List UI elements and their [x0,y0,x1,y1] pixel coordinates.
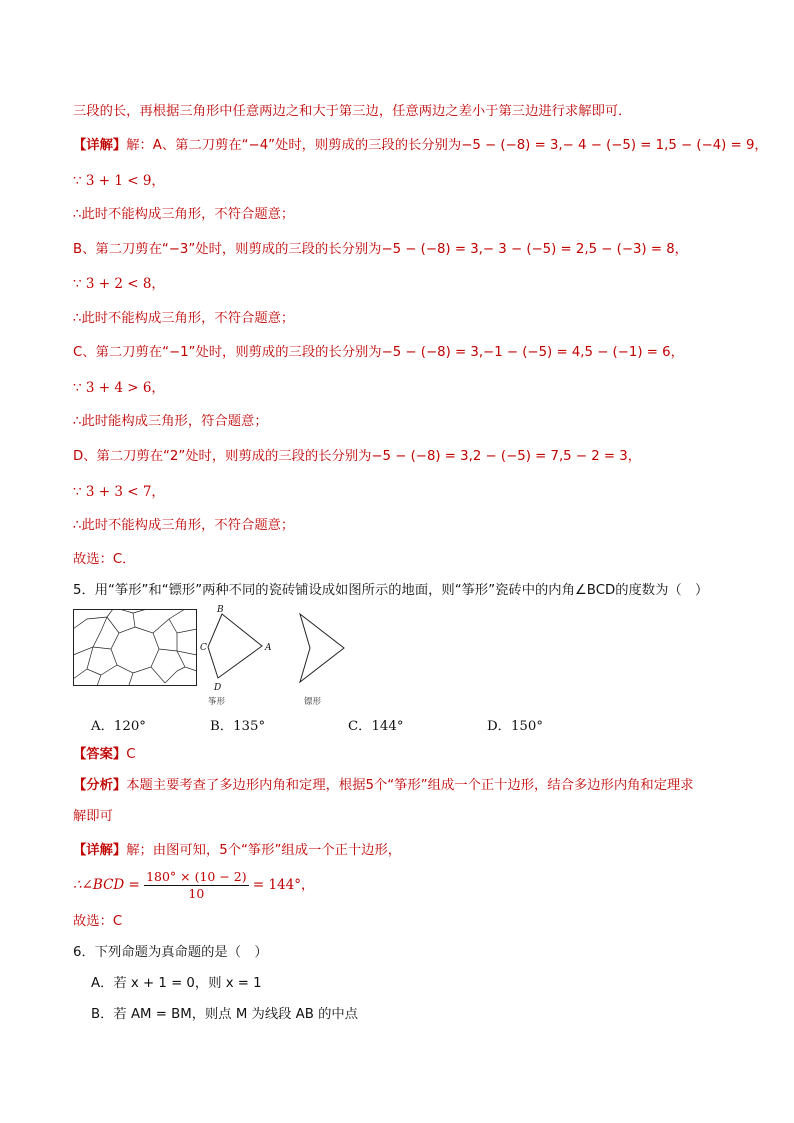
calculation-line [73,868,314,903]
solution-line-10: ∴此时能构成三角形，符合题意； [73,414,268,429]
vertex-b: B [217,605,224,615]
question-6-stem: 6．下列命题为真命题的是（ ） [73,945,268,960]
question-6-option-a: A．若 x + 1 = 0，则 x = 1 [91,976,262,991]
calc-fraction [144,868,249,902]
analysis-line-1 [73,777,694,795]
solution-line-12: ∵ 3 + 3 < 7， [73,484,165,500]
solution-line-14: 故选：C． [73,552,136,567]
vertex-a: A [265,643,272,653]
dart-figure [292,608,352,708]
solution-line-4: ∴此时不能构成三角形，不符合题意； [73,207,295,222]
detail-line [73,842,401,860]
option-b: B．135° [210,719,266,734]
dart-label: 镖形 [304,697,322,707]
question-5-stem: 5．用“筝形”和“镖形”两种不同的瓷砖铺设成如图所示的地面，则“筝形”瓷砖中的内角∠BCD的度数为（ ） [73,583,709,598]
detail-text-q5: 解；由图可知，5个“筝形”组成一个正十边形， [126,843,402,858]
tiling-figure [73,609,197,686]
kite-label: 筝形 [208,697,226,707]
solution-line-8: C、第二刀剪在“−1”处时，则剪成的三段的长分别为−5 − (−8) = 3,−1 − (−5) = 4,5 − (−1) = 6， [73,345,684,360]
detail-text: 解：A、第二刀剪在“−4”处时，则剪成的三段的长分别为−5 − (−8) = 3,− 4 − (−5) = 1,5 − (−4) = 9， [126,138,768,153]
detail-tag-q5: 【详解】 [73,843,127,858]
calc-numerator: 180° × (10 − 2) [146,869,247,884]
analysis-tag: 【分析】 [73,778,127,793]
calc-denominator: 10 [188,886,205,901]
detail-tag: 【详解】 [73,138,127,153]
kite-figure [198,604,282,708]
vertex-c: C [200,643,207,653]
answer-line [73,746,135,764]
solution-line-11: D、第二刀剪在“2”处时，则剪成的三段的长分别为−5 − (−8) = 3,2 − (−5) = 7,5 − 2 = 3， [73,449,642,464]
calc-result: = 144°， [252,877,315,893]
solution-line-7: ∴此时不能构成三角形，不符合题意； [73,311,295,326]
option-d: D．150° [487,719,543,734]
calc-prefix: ∴∠BCD = [73,877,140,893]
dart-shape [300,614,344,682]
solution-line-13: ∴此时不能构成三角形，不符合题意； [73,518,295,533]
question-6-option-b: B．若 AM = BM，则点 M 为线段 AB 的中点 [91,1007,358,1022]
solution-line-3: ∵ 3 + 1 < 9， [73,173,165,189]
answer-tag: 【答案】 [73,747,127,762]
option-c: C．144° [348,719,404,734]
solution-line-2 [73,137,768,155]
choose-line: 故选：C [73,914,123,929]
analysis-text: 本题主要考查了多边形内角和定理，根据5个“筝形”组成一个正十边形，结合多边形内角和定理求 [126,778,694,793]
solution-line-6: ∵ 3 + 2 < 8， [73,276,165,292]
analysis-line-2: 解即可 [73,809,113,824]
solution-line-9: ∵ 3 + 4 > 6， [73,380,165,396]
vertex-d: D [214,683,222,693]
option-a: A．120° [91,719,146,734]
answer-value: C [126,747,136,762]
solution-line-1: 三段的长，再根据三角形中任意两边之和大于第三边，任意两边之差小于第三边进行求解即可． [73,104,632,119]
solution-line-5: B、第二刀剪在“−3”处时，则剪成的三段的长分别为−5 − (−8) = 3,− 3 − (−5) = 2,5 − (−3) = 8， [73,242,688,257]
kite-shape [208,614,262,678]
